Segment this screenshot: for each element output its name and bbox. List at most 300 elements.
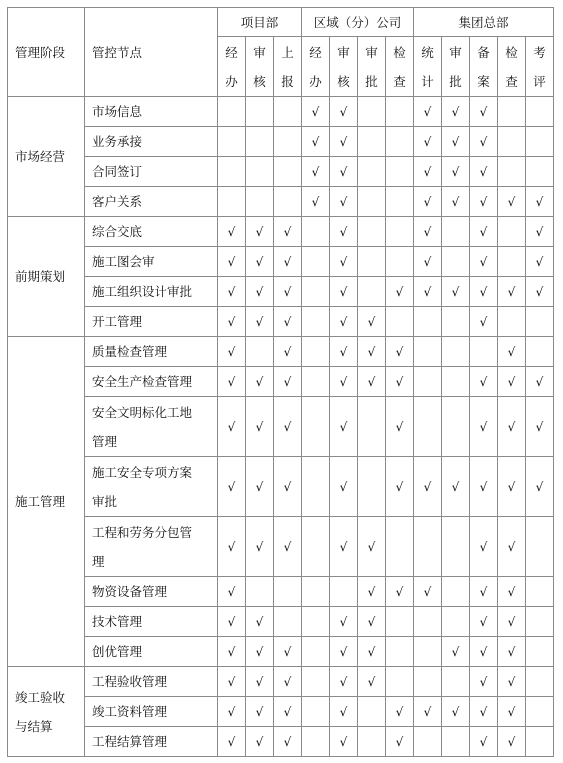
mark-cell [414,187,442,217]
mark-cell [274,277,302,307]
check-mark: √ [507,374,516,389]
mark-cell [330,157,358,187]
mark-cell [386,187,414,217]
check-mark: √ [535,284,544,299]
node-name: 审批 [92,493,118,509]
table-row [8,337,554,367]
mark-cell [442,457,470,517]
table-row [8,277,554,307]
mark-cell [414,577,442,607]
mark-cell [274,127,302,157]
mark-cell [246,517,274,577]
node-name: 业务承接 [92,134,143,149]
stage-cell [8,667,85,757]
check-mark: √ [479,734,488,749]
node-name: 开工管理 [92,314,143,329]
node-name: 工程和劳务分包管 [92,524,193,540]
header-stage-label: 管理阶段 [8,8,85,97]
mark-cell [302,577,330,607]
mark-cell [442,397,470,457]
header-column [386,37,414,97]
mark-cell [218,187,246,217]
header-column-char: 审 [365,44,378,60]
mark-cell [246,247,274,277]
mark-cell [414,667,442,697]
mark-cell [330,187,358,217]
mark-cell [526,217,554,247]
mark-cell [442,217,470,247]
check-mark: √ [227,674,236,689]
mark-cell [218,247,246,277]
node-cell [85,607,218,637]
check-mark: √ [451,704,460,719]
stage-name: 市场经营 [15,149,66,164]
check-mark: √ [283,314,292,329]
check-mark: √ [255,479,264,494]
check-mark: √ [395,479,404,494]
mark-cell [358,607,386,637]
table-row [8,397,554,457]
header-column [246,37,274,97]
mark-cell [386,277,414,307]
table-row [8,637,554,667]
mark-cell [302,247,330,277]
node-name: 综合交底 [92,224,143,239]
check-mark: √ [311,134,320,149]
mark-cell [274,607,302,637]
mark-cell [498,97,526,127]
check-mark: √ [339,344,348,359]
mark-cell [218,577,246,607]
header-column [330,37,358,97]
check-mark: √ [255,284,264,299]
mark-cell [498,457,526,517]
mark-cell [330,307,358,337]
mark-cell [498,577,526,607]
header-column-char: 批 [365,73,378,89]
mark-cell [442,727,470,757]
check-mark: √ [255,374,264,389]
header-column [302,37,330,97]
table-row [8,457,554,517]
node-name: 施工图会审 [92,254,155,269]
check-mark: √ [451,284,460,299]
node-cell [85,127,218,157]
mark-cell [358,217,386,247]
check-mark: √ [423,164,432,179]
mark-cell [358,517,386,577]
mark-cell [386,247,414,277]
mark-cell [302,277,330,307]
mark-cell [386,127,414,157]
header-column-char: 检 [393,44,406,60]
header-column [274,37,302,97]
mark-cell [526,607,554,637]
check-mark: √ [395,374,404,389]
check-mark: √ [255,644,264,659]
mark-cell [498,187,526,217]
check-mark: √ [227,314,236,329]
mark-cell [358,307,386,337]
mark-cell [470,217,498,247]
node-name: 技术管理 [92,614,143,629]
header-column-char: 查 [505,73,518,89]
header-column-char: 备 [477,44,490,60]
mark-cell [470,187,498,217]
mark-cell [246,697,274,727]
check-mark: √ [535,194,544,209]
check-mark: √ [339,194,348,209]
mark-cell [442,247,470,277]
check-mark: √ [423,254,432,269]
node-cell [85,217,218,247]
mark-cell [386,637,414,667]
check-mark: √ [451,644,460,659]
mark-cell [498,307,526,337]
check-mark: √ [227,419,236,434]
mark-cell [526,667,554,697]
mark-cell [218,367,246,397]
mark-cell [526,637,554,667]
check-mark: √ [395,419,404,434]
check-mark: √ [339,104,348,119]
mark-cell [470,577,498,607]
check-mark: √ [283,224,292,239]
mark-cell [246,127,274,157]
header-group: 项目部 [218,8,302,37]
check-mark: √ [367,674,376,689]
check-mark: √ [227,584,236,599]
mark-cell [218,157,246,187]
check-mark: √ [395,584,404,599]
mark-cell [302,607,330,637]
mark-cell [302,97,330,127]
mark-cell [414,337,442,367]
check-mark: √ [227,644,236,659]
mark-cell [330,97,358,127]
header-column-char: 考 [533,44,546,60]
node-cell [85,727,218,757]
mark-cell [246,577,274,607]
mark-cell [218,457,246,517]
stage-name: 竣工验收 [15,689,66,705]
mark-cell [246,277,274,307]
mark-cell [330,457,358,517]
mark-cell [442,127,470,157]
mark-cell [302,397,330,457]
mark-cell [246,187,274,217]
mark-cell [414,127,442,157]
header-column-char: 统 [421,44,434,60]
mark-cell [302,637,330,667]
mark-cell [274,697,302,727]
node-cell [85,187,218,217]
node-name: 创优管理 [92,644,143,659]
mark-cell [218,607,246,637]
mark-cell [358,337,386,367]
mark-cell [386,97,414,127]
mark-cell [218,517,246,577]
check-mark: √ [395,704,404,719]
mark-cell [386,337,414,367]
mark-cell [526,97,554,127]
mark-cell [330,217,358,247]
mark-cell [274,157,302,187]
mark-cell [302,517,330,577]
header-column [526,37,554,97]
node-name: 质量检查管理 [92,344,168,359]
mark-cell [274,337,302,367]
mark-cell [414,727,442,757]
check-mark: √ [479,419,488,434]
check-mark: √ [339,479,348,494]
mark-cell [526,307,554,337]
header-column [498,37,526,97]
check-mark: √ [283,374,292,389]
mark-cell [246,637,274,667]
check-mark: √ [311,104,320,119]
table-row [8,697,554,727]
check-mark: √ [339,674,348,689]
mark-cell [386,397,414,457]
mark-cell [442,697,470,727]
mark-cell [274,667,302,697]
header-group: 区域（分）公司 [302,8,414,37]
mark-cell [526,397,554,457]
check-mark: √ [507,284,516,299]
node-cell [85,157,218,187]
check-mark: √ [367,614,376,629]
node-cell [85,97,218,127]
mark-cell [330,697,358,727]
check-mark: √ [479,539,488,554]
check-mark: √ [311,164,320,179]
check-mark: √ [255,674,264,689]
mark-cell [358,637,386,667]
mark-cell [498,517,526,577]
mark-cell [498,217,526,247]
mark-cell [358,277,386,307]
header-column-char: 核 [253,73,266,89]
check-mark: √ [283,704,292,719]
check-mark: √ [479,104,488,119]
node-cell [85,247,218,277]
check-mark: √ [507,614,516,629]
header-column-char: 核 [337,73,350,89]
mark-cell [274,577,302,607]
node-cell [85,397,218,457]
node-name: 竣工资料管理 [92,704,168,719]
check-mark: √ [367,644,376,659]
mark-cell [302,727,330,757]
mark-cell [442,517,470,577]
check-mark: √ [227,284,236,299]
mark-cell [274,637,302,667]
mark-cell [386,607,414,637]
mark-cell [442,277,470,307]
node-name: 施工组织设计审批 [92,284,193,299]
table-row [8,217,554,247]
table-row [8,307,554,337]
mark-cell [526,697,554,727]
mark-cell [274,517,302,577]
mark-cell [442,637,470,667]
check-mark: √ [479,254,488,269]
check-mark: √ [535,254,544,269]
check-mark: √ [255,314,264,329]
check-mark: √ [395,284,404,299]
check-mark: √ [423,284,432,299]
mark-cell [330,397,358,457]
check-mark: √ [339,254,348,269]
check-mark: √ [255,419,264,434]
header-column-char: 审 [337,44,350,60]
header-column-char: 案 [477,73,490,89]
check-mark: √ [479,614,488,629]
check-mark: √ [423,704,432,719]
check-mark: √ [339,314,348,329]
check-mark: √ [507,584,516,599]
check-mark: √ [423,104,432,119]
mark-cell [526,727,554,757]
check-mark: √ [283,344,292,359]
header-column [470,37,498,97]
mark-cell [330,517,358,577]
header-column-char: 经 [309,44,322,60]
mark-cell [218,307,246,337]
mark-cell [274,247,302,277]
mark-cell [246,157,274,187]
table-row [8,607,554,637]
mark-cell [274,307,302,337]
mark-cell [526,157,554,187]
check-mark: √ [367,374,376,389]
check-mark: √ [479,584,488,599]
check-mark: √ [283,734,292,749]
check-mark: √ [227,374,236,389]
mark-cell [414,157,442,187]
mark-cell [302,337,330,367]
mark-cell [442,187,470,217]
mark-cell [358,577,386,607]
mark-cell [386,667,414,697]
mark-cell [414,637,442,667]
mark-cell [470,157,498,187]
mark-cell [498,697,526,727]
node-name: 管理 [92,433,118,449]
check-mark: √ [283,254,292,269]
mark-cell [218,337,246,367]
check-mark: √ [423,194,432,209]
node-cell [85,457,218,517]
mark-cell [358,697,386,727]
mark-cell [386,157,414,187]
mark-cell [330,337,358,367]
check-mark: √ [395,344,404,359]
mark-cell [442,307,470,337]
mark-cell [470,727,498,757]
check-mark: √ [451,104,460,119]
stage-cell [8,337,85,667]
check-mark: √ [423,224,432,239]
header-group: 集团总部 [414,8,554,37]
mark-cell [218,127,246,157]
mark-cell [470,607,498,637]
mark-cell [414,457,442,517]
table-row [8,577,554,607]
mark-cell [246,727,274,757]
node-name: 工程结算管理 [92,734,168,749]
mark-cell [526,277,554,307]
mark-cell [386,517,414,577]
mark-cell [358,157,386,187]
node-name: 客户关系 [92,194,143,209]
mark-cell [330,367,358,397]
table-row [8,127,554,157]
mark-cell [302,217,330,247]
check-mark: √ [507,344,516,359]
node-cell [85,577,218,607]
mark-cell [498,127,526,157]
mark-cell [330,727,358,757]
check-mark: √ [535,419,544,434]
mark-cell [246,337,274,367]
mark-cell [470,247,498,277]
check-mark: √ [283,674,292,689]
check-mark: √ [479,374,488,389]
check-mark: √ [507,704,516,719]
check-mark: √ [479,314,488,329]
mark-cell [414,217,442,247]
check-mark: √ [395,734,404,749]
check-mark: √ [535,479,544,494]
mark-cell [246,397,274,457]
mark-cell [274,397,302,457]
mark-cell [386,577,414,607]
check-mark: √ [339,734,348,749]
check-mark: √ [227,614,236,629]
check-mark: √ [283,539,292,554]
check-mark: √ [535,224,544,239]
mark-cell [218,697,246,727]
mark-cell [470,517,498,577]
mark-cell [386,457,414,517]
header-node-label: 管控节点 [85,8,218,97]
mark-cell [386,217,414,247]
mark-cell [442,157,470,187]
check-mark: √ [535,374,544,389]
mark-cell [246,367,274,397]
mark-cell [218,97,246,127]
mark-cell [498,607,526,637]
node-cell [85,307,218,337]
check-mark: √ [339,419,348,434]
check-mark: √ [227,734,236,749]
node-cell [85,637,218,667]
node-name: 市场信息 [92,104,143,119]
mark-cell [302,697,330,727]
mark-cell [498,247,526,277]
check-mark: √ [367,314,376,329]
mark-cell [274,727,302,757]
mark-cell [246,217,274,247]
mark-cell [498,157,526,187]
header-column [414,37,442,97]
table-row [8,247,554,277]
mark-cell [498,337,526,367]
check-mark: √ [255,614,264,629]
header-column-char: 办 [309,73,322,89]
